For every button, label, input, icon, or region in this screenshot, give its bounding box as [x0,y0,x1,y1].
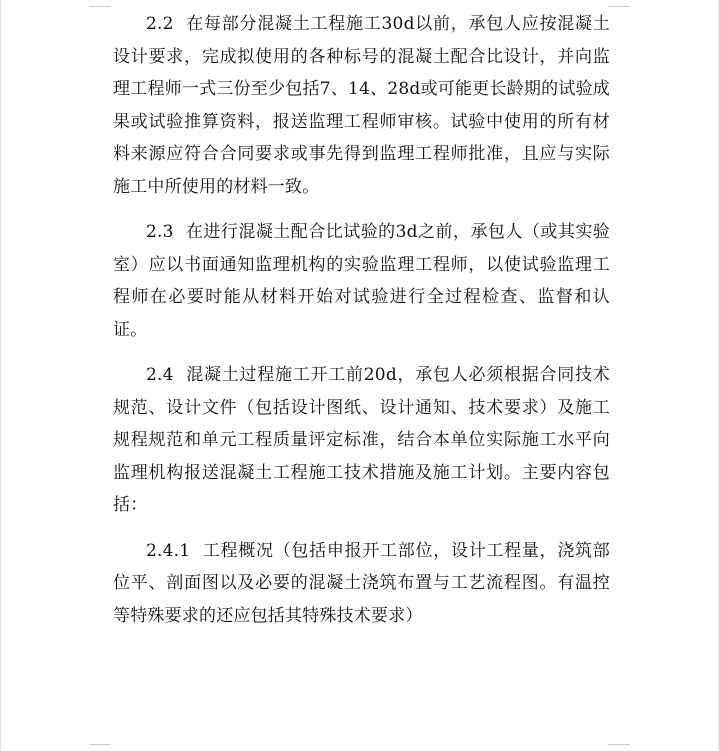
section-number: 2.3 [146,222,174,242]
document-body [113,8,610,632]
page-corner-mark-bottom-left [89,744,111,745]
paragraph-2-3 [113,216,610,346]
paragraph-text: 工程概况（包括申报开工部位，设计工程量，浇筑部位平、剖面图以及必要的混凝土浇筑布置与工艺流程图。有温控等特殊要求的还应包括其特殊技术要求） [113,540,610,626]
paragraph-2-4 [113,359,610,522]
paragraph-2-2 [113,8,610,203]
section-number: 2.4 [146,365,174,385]
section-number: 2.2 [146,14,174,34]
paragraph-text: 在进行混凝土配合比试验的3d之前，承包人（或其实验室）应以书面通知监理机构的实验监理工程师，以使试验监理工程师在必要时能从材料开始对试验进行全过程检查、监督和认证。 [113,222,610,340]
page-corner-mark-top-right [608,6,630,7]
paragraph-text: 在每部分混凝土工程施工30d以前，承包人应按混凝土设计要求，完成拟使用的各种标号的混凝土配合比设计，并向监理工程师一式三份至少包括7、14、28d或可能更长龄期的试验成果或试验推算资料，报送监理工程师审核。试验中使用的所有材料来源应符合合同要求或事先得到监理工程师批准，且应与实际施工中所使用的材料一致。 [113,14,610,197]
page-corner-mark-bottom-right [608,744,630,745]
paragraph-2-4-1 [113,535,610,633]
paragraph-text: 混凝土过程施工开工前20d，承包人必须根据合同技术规范、设计文件（包括设计图纸、设计通知、技术要求）及施工规程规范和单元工程质量评定标准，结合本单位实际施工水平向监理机构报送混凝土工程施工技术措施及施工计划。主要内容包括： [113,365,610,515]
section-number: 2.4.1 [146,540,191,561]
page-corner-mark-top-left [89,6,111,7]
